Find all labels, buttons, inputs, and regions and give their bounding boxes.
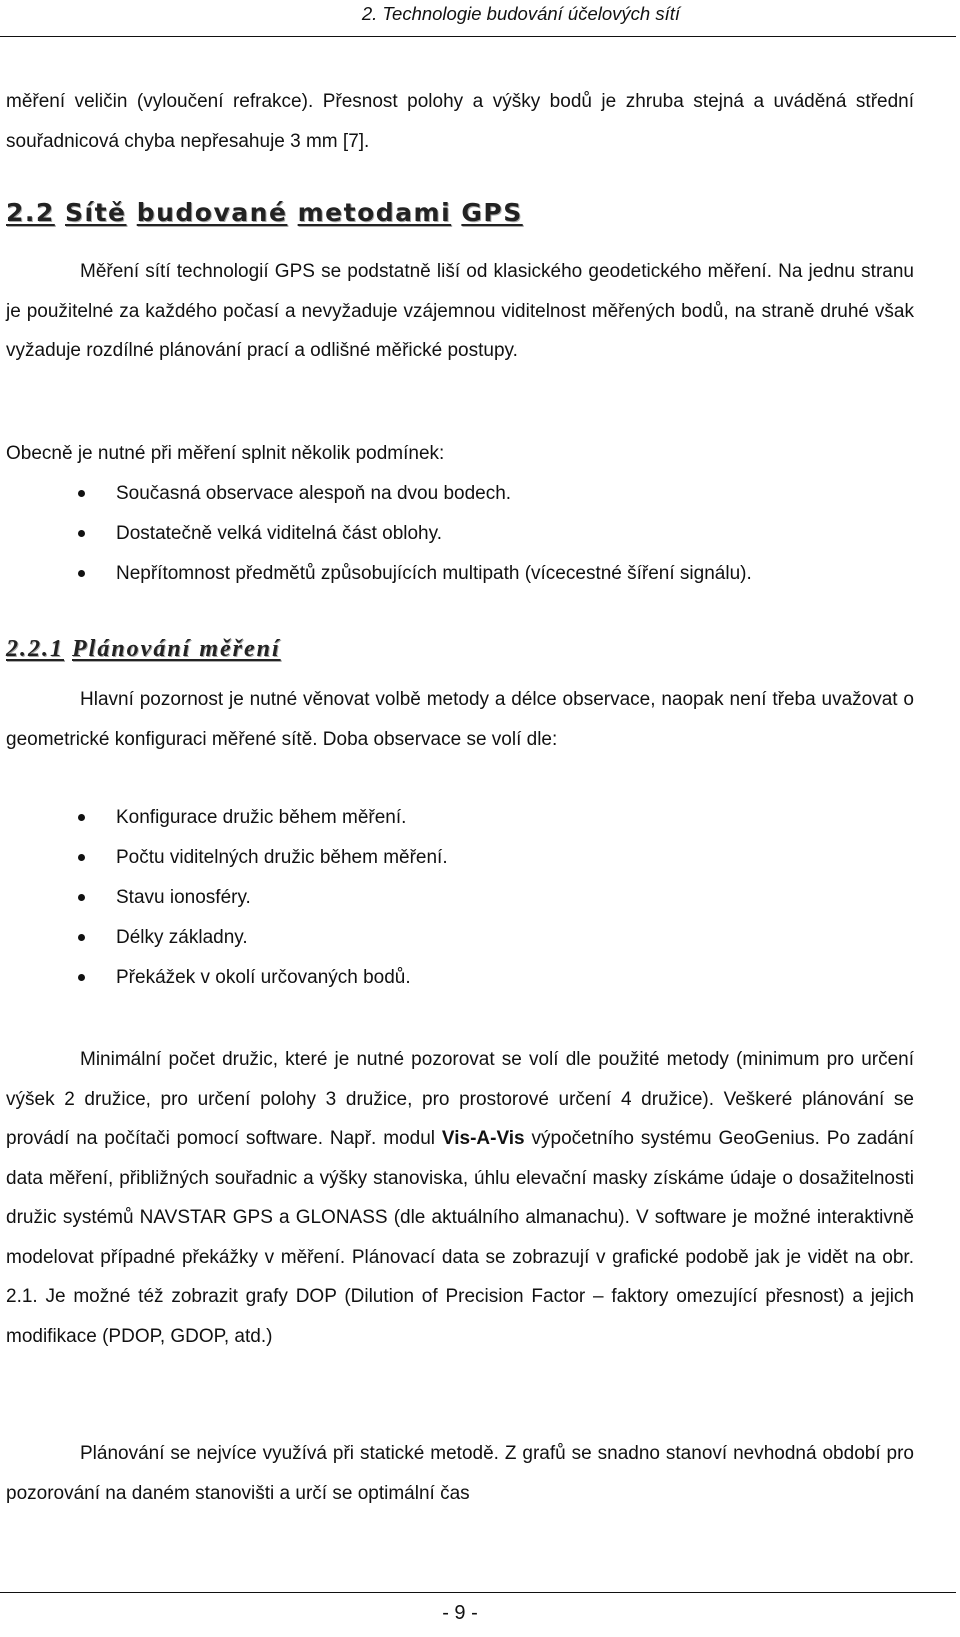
running-header-title: 2. Technologie budování účelových sítí [361,3,680,24]
subsection-number: 2.2.1 [6,636,64,662]
software-paragraph: Minimální počet družic, které je nutné pozorovat se volí dle použité metody (minimum pro určení výšek 2 družice, pro určení polohy 3 družice, pro prostorové určení 4 družice). Veškeré plánování se provádí na počítači pomocí software. Např. modul Vis-A-Vis výpočetního systému GeoGenius. Po zadání data měření, přibližných souřadnic a výšky stanoviska, úhlu elevační masky získáme údaje o dosažitelnosti družic systémů NAVSTAR GPS a GLONASS (dle aktuálního almanachu). V software je možné interaktivně modelovat případné překážky v měření. Plánovací data se zobrazují v grafické podobě jak je vidět na obr. 2.1. Je možné též zobrazit grafy DOP (Dilution of Precision Factor – faktory omezující přesnost) a jejich modifikace (PDOP, GDOP, atd.) [6,1049,914,1347]
bullet-icon [78,974,85,981]
list-item: Stavu ionosféry. [0,878,448,918]
observation-factors-list [0,798,448,998]
conditions-list [0,474,752,594]
list-item: Délky základny. [0,918,448,958]
section-title-word: budované [136,198,288,227]
page-number: - 9 - [442,1602,478,1624]
conditions-intro: Obecně je nutné při měření splnit několik podmínek: [6,443,445,464]
bullet-icon [78,570,85,577]
bullet-icon [78,894,85,901]
section-title-word: GPS [461,198,523,227]
section-title-word: metodami [297,198,452,227]
static-method-paragraph: Plánování se nejvíce využívá při statické metodě. Z grafů se snadno stanoví nevhodná období pro pozorování na daném stanovišti a určí se optimální čas [6,1443,914,1504]
footer-rule [0,1592,956,1593]
list-item: Překážek v okolí určovaných bodů. [0,958,448,998]
list-item: Dostatečně velká viditelná část oblohy. [0,514,752,554]
list-item: Současná observace alespoň na dvou bodech. [0,474,752,514]
intro-paragraph: měření veličin (vyloučení refrakce). Přesnost polohy a výšky bodů je zhruba stejná a uváděná střední souřadnicová chyba nepřesahuje 3 mm [7]. [6,91,914,152]
list-item: Nepřítomnost předmětů způsobujících multipath (vícecestné šíření signálu). [0,554,752,594]
bullet-icon [78,490,85,497]
bullet-icon [78,814,85,821]
section-number: 2.2 [6,198,55,227]
list-item: Počtu viditelných družic během měření. [0,838,448,878]
running-header [0,0,956,37]
section-heading [6,198,523,227]
module-name: Vis-A-Vis [441,1128,525,1149]
subsection-title: Plánování měření [72,636,281,662]
bullet-icon [78,530,85,537]
section-title-word: Sítě [65,198,127,227]
subsection-heading [6,636,281,663]
section-paragraph: Měření sítí technologií GPS se podstatně liší od klasického geodetického měření. Na jednu stranu je použitelné za každého počasí a nevyžaduje vzájemnou viditelnost měřených bodů, na straně druhé však vyžaduje rozdílné plánování prací a odlišné měřické postupy. [6,261,914,361]
planning-paragraph: Hlavní pozornost je nutné věnovat volbě metody a délce observace, naopak není třeba uvažovat o geometrické konfiguraci měřené sítě. Doba observace se volí dle: [6,689,914,750]
bullet-icon [78,854,85,861]
bullet-icon [78,934,85,941]
list-item: Konfigurace družic během měření. [0,798,448,838]
